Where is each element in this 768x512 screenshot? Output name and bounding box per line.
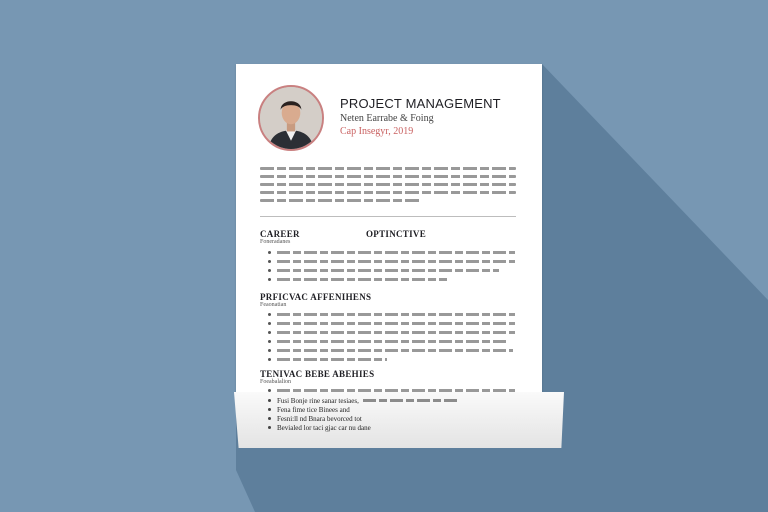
list-item bbox=[268, 346, 515, 355]
bullet-icon bbox=[268, 251, 271, 254]
technical-item: Fesni:ll nd Bnara bevorced tot bbox=[277, 414, 362, 423]
list-item bbox=[268, 337, 515, 346]
technical-heading: TENIVAC BEBE ABEHIES bbox=[260, 369, 375, 379]
bullet-icon bbox=[268, 313, 271, 316]
list-item bbox=[268, 319, 515, 328]
technical-item: Bevialed lor taci gjac car nu dane bbox=[277, 423, 371, 432]
technical-item: Fena fime tice Binees and bbox=[277, 405, 350, 414]
resume-title: PROJECT MANAGEMENT bbox=[340, 96, 501, 111]
bullet-icon bbox=[268, 417, 271, 420]
list-item bbox=[268, 405, 458, 414]
bullet-icon bbox=[268, 358, 271, 361]
career-heading: CAREER bbox=[260, 229, 300, 239]
list-item bbox=[268, 257, 515, 266]
list-item bbox=[268, 248, 515, 257]
technical-bullet-list bbox=[268, 396, 458, 432]
bullet-icon bbox=[268, 340, 271, 343]
bullet-icon bbox=[268, 278, 271, 281]
portrait-photo bbox=[258, 85, 324, 151]
professional-heading: PRFICVAC AFFENIHENS bbox=[260, 292, 372, 302]
list-item bbox=[268, 266, 515, 275]
bullet-icon bbox=[268, 389, 271, 392]
summary-paragraph bbox=[260, 167, 516, 207]
technical-item: Fusi Bonje rine sanar tesiaes, bbox=[277, 396, 359, 405]
portrait-icon bbox=[260, 87, 322, 149]
resume-document bbox=[236, 64, 542, 400]
technical-subheading: Foeabalalion bbox=[260, 379, 291, 385]
list-item bbox=[268, 275, 515, 284]
list-item bbox=[268, 423, 458, 432]
bullet-icon bbox=[268, 426, 271, 429]
objective-heading: OPTINCTIVE bbox=[366, 229, 427, 239]
professional-subheading: Feaonatian bbox=[260, 302, 287, 308]
list-item bbox=[268, 396, 458, 405]
bullet-icon bbox=[268, 260, 271, 263]
resume-date-line: Cap Insegyr, 2019 bbox=[340, 126, 414, 137]
career-bullet-list bbox=[268, 248, 515, 284]
section-divider bbox=[260, 216, 516, 217]
bullet-icon bbox=[268, 408, 271, 411]
resume-subtitle: Neten Earrabe & Foing bbox=[340, 113, 434, 124]
bullet-icon bbox=[268, 331, 271, 334]
bullet-icon bbox=[268, 269, 271, 272]
list-item bbox=[268, 414, 458, 423]
list-item bbox=[268, 355, 515, 364]
bullet-icon bbox=[268, 349, 271, 352]
bullet-icon bbox=[268, 322, 271, 325]
professional-bullet-list bbox=[268, 310, 515, 364]
list-item bbox=[268, 328, 515, 337]
bullet-icon bbox=[268, 399, 271, 402]
career-subheading: Foneradanes bbox=[260, 239, 291, 245]
list-item bbox=[268, 310, 515, 319]
